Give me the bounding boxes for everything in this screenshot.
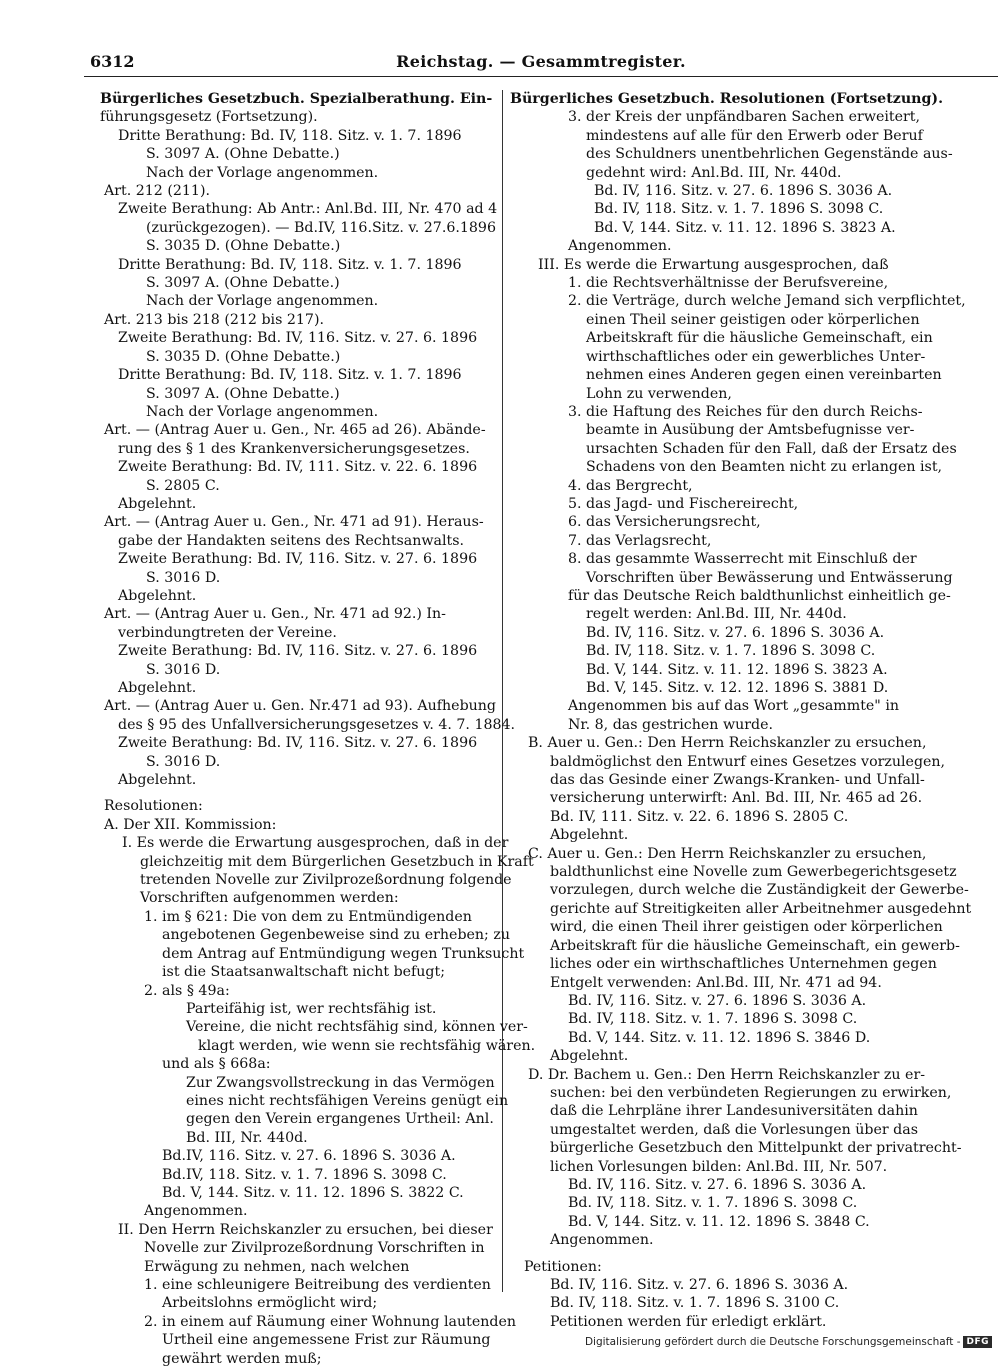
- text-line: Art. 212 (211).: [104, 183, 210, 200]
- text-line: Angenommen.: [144, 1203, 248, 1220]
- text-line: B. Auer u. Gen.: Den Herrn Reichskanzler zu ersuchen,: [528, 735, 927, 752]
- text-line: Vorschriften über Bewässerung und Entwässerung: [586, 569, 953, 586]
- text-line: I. Es werde die Erwartung ausgesprochen, daß in der: [122, 835, 509, 852]
- text-line: baldthunlichst eine Novelle zum Gewerbegerichtsgesetz: [550, 864, 957, 881]
- text-line: des Schuldners unentbehrlichen Gegenstände aus-: [586, 146, 953, 163]
- text-line: Art. — (Antrag Auer u. Gen., Nr. 465 ad 26). Abände-: [104, 422, 486, 439]
- text-line: gerichte auf Streitigkeiten aller Arbeitnehmer ausgedehnt: [550, 900, 972, 917]
- footer-text: Digitalisierung gefördert durch die Deutsche Forschungsgemeinschaft -: [584, 1336, 961, 1348]
- text-line: rung des § 1 des Krankenversicherungsgesetzes.: [118, 440, 470, 457]
- text-line: Angenommen bis auf das Wort „gesammte" in: [568, 698, 900, 715]
- text-line: Vorschriften aufgenommen werden:: [140, 890, 399, 907]
- text-line: gegen den Verein ergangenes Urtheil: Anl.: [186, 1111, 494, 1128]
- text-line: mindestens auf alle für den Erwerb oder Beruf: [586, 127, 923, 144]
- text-line: 1. eine schleunigere Beitreibung des verdienten: [144, 1277, 491, 1293]
- text-line: Angenommen.: [550, 1232, 654, 1249]
- text-line: S. 2805 C.: [146, 477, 220, 494]
- text-line: Nr. 8, das gestrichen wurde.: [568, 716, 773, 733]
- text-line: 3. die Haftung des Reiches für den durch Reichs-: [568, 403, 923, 420]
- text-line: Abgelehnt.: [550, 1048, 629, 1065]
- text-line: Bd. IV, 118. Sitz. v. 1. 7. 1896 S. 3100 C.: [550, 1295, 840, 1312]
- text-line: Bd. IV, 116. Sitz. v. 27. 6. 1896 S. 3036 A.: [568, 992, 867, 1009]
- text-line: Nach der Vorlage angenommen.: [146, 293, 379, 310]
- text-line: Vereine, die nicht rechtsfähig sind, können ver-: [186, 1019, 528, 1036]
- text-line: Bd.IV, 118. Sitz. v. 1. 7. 1896 S. 3098 C.: [162, 1166, 447, 1183]
- text-line: Zweite Berathung: Bd. IV, 111. Sitz. v. 22. 6. 1896: [118, 459, 478, 476]
- text-line: 7. das Verlagsrecht,: [568, 532, 712, 549]
- text-line: Dritte Berathung: Bd. IV, 118. Sitz. v. 1. 7. 1896: [118, 256, 462, 273]
- text-line: ist die Staatsanwaltschaft nicht befugt;: [162, 964, 445, 981]
- text-line: Art. 213 bis 218 (212 bis 217).: [104, 311, 324, 328]
- text-line: Zweite Berathung: Ab Antr.: Anl.Bd. III, Nr. 470 ad 4: [118, 201, 498, 218]
- page-number: 6312: [90, 52, 135, 71]
- text-line: beamte in Ausübung der Amtsbefugnisse ver-: [586, 422, 915, 439]
- text-line: eines nicht rechtsfähigen Vereins genügt ein: [186, 1092, 509, 1109]
- text-line: Bd. IV, 118. Sitz. v. 1. 7. 1896 S. 3098 C.: [594, 201, 884, 218]
- text-line: regelt werden: Anl.Bd. III, Nr. 440d.: [586, 606, 847, 623]
- text-line: Zweite Berathung: Bd. IV, 116. Sitz. v. 27. 6. 1896: [118, 330, 478, 347]
- text-line: 1. die Rechtsverhältnisse der Berufsvereine,: [568, 275, 889, 292]
- footer-credit: [585, 1334, 992, 1350]
- text-line: Abgelehnt.: [118, 680, 197, 696]
- text-line: daß die Lehrpläne ihrer Landesuniversitäten dahin: [550, 1103, 918, 1120]
- text-line: Bd. IV, 118. Sitz. v. 1. 7. 1896 S. 3098 C.: [586, 643, 876, 660]
- text-line: gabe der Handakten seitens des Rechtsanwalts.: [118, 532, 465, 549]
- text-line: Bd. IV, 116. Sitz. v. 27. 6. 1896 S. 3036 A.: [550, 1277, 849, 1293]
- text-line: Zweite Berathung: Bd. IV, 116. Sitz. v. 27. 6. 1896: [118, 551, 478, 568]
- text-line: Zweite Berathung: Bd. IV, 116. Sitz. v. 27. 6. 1896: [118, 735, 478, 752]
- text-line: baldmöglichst den Entwurf eines Gesetzes vorzulegen,: [550, 753, 946, 770]
- text-line: S. 3016 D.: [146, 753, 221, 770]
- page-header: [84, 50, 998, 74]
- text-line: einen Theil seiner geistigen oder körperlichen: [586, 311, 920, 328]
- text-line: Novelle zur Zivilprozeßordnung Vorschriften in: [144, 1240, 485, 1257]
- text-line: S. 3016 D.: [146, 661, 221, 678]
- text-line: tretenden Novelle zur Zivilprozeßordnung folgende: [140, 872, 512, 889]
- text-line: umgestaltet werden, daß die Vorlesungen über das: [550, 1121, 918, 1138]
- text-line: Bd. V, 144. Sitz. v. 11. 12. 1896 S. 3846 D.: [568, 1029, 871, 1046]
- text-line: Art. — (Antrag Auer u. Gen. Nr.471 ad 93). Aufhebung: [104, 698, 497, 715]
- text-line: 5. das Jagd- und Fischereirecht,: [568, 495, 799, 512]
- text-line: 2. in einem auf Räumung einer Wohnung lautenden: [144, 1313, 516, 1330]
- text-line: 6. das Versicherungsrecht,: [568, 514, 761, 531]
- text-line: Abgelehnt.: [118, 495, 197, 512]
- text-line: Bd. V, 144. Sitz. v. 11. 12. 1896 S. 3823 A.: [586, 661, 888, 678]
- text-line: Bd. V, 144. Sitz. v. 11. 12. 1896 S. 3822 C.: [162, 1184, 464, 1201]
- text-line: Abgelehnt.: [118, 772, 197, 789]
- text-line: das das Gesinde einer Zwangs-Kranken- und Unfall-: [550, 772, 925, 789]
- text-line: gedehnt wird: Anl.Bd. III, Nr. 440d.: [586, 164, 842, 181]
- text-line: und als § 668a:: [162, 1056, 271, 1073]
- text-line: bürgerliche Gesetzbuch den Mittelpunkt der privatrecht-: [550, 1140, 962, 1157]
- text-line: für das Deutsche Reich baldthunlichst einheitlich ge-: [568, 587, 951, 604]
- running-title: Reichstag. — Gesammtregister.: [396, 52, 686, 71]
- text-line: wirthschaftliches oder ein gewerbliches Unter-: [586, 348, 926, 365]
- text-line: 2. als § 49a:: [144, 982, 230, 999]
- right-column: [510, 90, 972, 1331]
- text-line: Bd. V, 144. Sitz. v. 11. 12. 1896 S. 3848 C.: [568, 1213, 870, 1230]
- paragraph-gap: [510, 1250, 915, 1258]
- text-line: 1. im § 621: Die von dem zu Entmündigenden: [144, 908, 472, 925]
- text-line: Bd. IV, 116. Sitz. v. 27. 6. 1896 S. 3036 A.: [586, 624, 885, 641]
- text-line: Lohn zu verwenden,: [586, 385, 732, 402]
- text-line: III. Es werde die Erwartung ausgesprochen, daß: [538, 256, 889, 273]
- header-rule: [84, 76, 998, 77]
- text-line: lichen Vorlesungen bilden: Anl.Bd. III, Nr. 507.: [550, 1158, 888, 1175]
- text-line: Bd. III, Nr. 440d.: [186, 1129, 308, 1146]
- text-line: des § 95 des Unfallversicherungsgesetzes v. 4. 7. 1884.: [118, 716, 516, 733]
- text-line: versicherung unterwirft: Anl. Bd. III, Nr. 465 ad 26.: [550, 790, 923, 807]
- text-line: D. Dr. Bachem u. Gen.: Den Herrn Reichskanzler zu er-: [528, 1066, 926, 1083]
- text-line: Bd. IV, 118. Sitz. v. 1. 7. 1896 S. 3098 C.: [568, 1195, 858, 1212]
- text-line: S. 3097 A. (Ohne Debatte.): [146, 146, 340, 163]
- text-line: Art. — (Antrag Auer u. Gen., Nr. 471 ad 91). Heraus-: [104, 514, 484, 531]
- text-line: klagt werden, wie wenn sie rechtsfähig wären.: [198, 1037, 536, 1054]
- text-line: Petitionen:: [524, 1258, 602, 1275]
- text-line: 3. der Kreis der unpfändbaren Sachen erweitert,: [568, 109, 920, 126]
- text-line: Abgelehnt.: [550, 827, 629, 844]
- text-line: liches oder ein wirthschaftliches Unternehmen gegen: [550, 956, 937, 973]
- text-line: Petitionen werden für erledigt erklärt.: [550, 1313, 827, 1330]
- text-line: dem Antrag auf Entmündigung wegen Trunksucht: [162, 945, 525, 962]
- text-line: 8. das gesammte Wasserrecht mit Einschluß der: [568, 551, 917, 568]
- text-line: Nach der Vorlage angenommen.: [146, 164, 379, 181]
- text-line: Urtheil eine angemessene Frist zur Räumung: [162, 1332, 491, 1349]
- text-line: ursachten Schaden für den Fall, daß der Ersatz des: [586, 440, 957, 457]
- text-line: Zur Zwangsvollstreckung in das Vermögen: [186, 1074, 495, 1091]
- text-line: nehmen eines Anderen gegen einen vereinbarten: [586, 367, 942, 384]
- text-line: Bd. V, 145. Sitz. v. 12. 12. 1896 S. 3881 D.: [586, 680, 889, 696]
- text-line: Nach der Vorlage angenommen.: [146, 403, 379, 420]
- text-line: S. 3097 A. (Ohne Debatte.): [146, 275, 340, 292]
- text-line: Entgelt verwenden: Anl.Bd. III, Nr. 471 ad 94.: [550, 974, 882, 991]
- text-line: C. Auer u. Gen.: Den Herrn Reichskanzler zu ersuchen,: [528, 845, 927, 862]
- text-line: Dritte Berathung: Bd. IV, 118. Sitz. v. 1. 7. 1896: [118, 367, 462, 384]
- text-line: angebotenen Gegenbeweise sind zu erheben; zu: [162, 927, 510, 944]
- paragraph-gap: [100, 789, 488, 797]
- text-line: vorzulegen, durch welche die Zuständigkeit der Gewerbe-: [550, 882, 969, 899]
- text-line: Art. — (Antrag Auer u. Gen., Nr. 471 ad 92.) In-: [104, 606, 446, 623]
- text-line: Angenommen.: [568, 238, 672, 255]
- text-line: Abgelehnt.: [118, 587, 197, 604]
- text-line: Arbeitskraft für die häusliche Gemeinschaft, ein: [586, 330, 933, 347]
- text-line: S. 3035 D. (Ohne Debatte.): [146, 348, 341, 365]
- text-line: (zurückgezogen). — Bd.IV, 116.Sitz. v. 27.6.1896: [146, 219, 496, 236]
- text-line: S. 3016 D.: [146, 569, 221, 586]
- text-line: Bd. IV, 111. Sitz. v. 22. 6. 1896 S. 2805 C.: [550, 808, 849, 825]
- text-line: Arbeitskraft für die häusliche Gemeinschaft, ein gewerb-: [550, 937, 960, 954]
- text-line: Bd. IV, 118. Sitz. v. 1. 7. 1896 S. 3098 C.: [568, 1011, 858, 1028]
- text-line: 4. das Bergrecht,: [568, 477, 693, 494]
- left-column: [100, 90, 536, 1368]
- text-line: S. 3035 D. (Ohne Debatte.): [146, 238, 341, 255]
- text-line: A. Der XII. Kommission:: [104, 816, 277, 833]
- text-line: Bd. V, 144. Sitz. v. 11. 12. 1896 S. 3823 A.: [594, 219, 896, 236]
- text-line: Zweite Berathung: Bd. IV, 116. Sitz. v. 27. 6. 1896: [118, 643, 478, 660]
- text-line: Parteifähig ist, wer rechtsfähig ist.: [186, 1000, 437, 1017]
- text-line: führungsgesetz (Fortsetzung).: [100, 109, 318, 126]
- text-line: Dritte Berathung: Bd. IV, 118. Sitz. v. 1. 7. 1896: [118, 127, 462, 144]
- text-line: S. 3097 A. (Ohne Debatte.): [146, 385, 340, 402]
- text-line: gleichzeitig mit dem Bürgerlichen Gesetzbuch in Kraft: [140, 853, 534, 870]
- text-line: gewährt werden muß;: [162, 1350, 322, 1367]
- text-line: Bürgerliches Gesetzbuch. Resolutionen (Fortsetzung).: [510, 91, 944, 107]
- text-line: suchen: bei den verbündeten Regierungen zu erwirken,: [550, 1084, 952, 1101]
- text-line: Bürgerliches Gesetzbuch. Spezialberathung. Ein-: [100, 91, 493, 107]
- text-line: verbindungtreten der Vereine.: [118, 624, 337, 641]
- text-line: II. Den Herrn Reichskanzler zu ersuchen, bei dieser: [118, 1221, 493, 1238]
- text-line: Erwägung zu nehmen, nach welchen: [144, 1258, 410, 1275]
- text-line: 2. die Verträge, durch welche Jemand sich verpflichtet,: [568, 293, 966, 310]
- text-line: Arbeitslohns ermöglicht wird;: [162, 1295, 378, 1312]
- text-line: Bd. IV, 116. Sitz. v. 27. 6. 1896 S. 3036 A.: [594, 183, 893, 200]
- text-line: Bd. IV, 116. Sitz. v. 27. 6. 1896 S. 3036 A.: [568, 1176, 867, 1193]
- text-line: Resolutionen:: [104, 798, 203, 815]
- text-line: wird, die einen Theil ihrer geistigen oder körperlichen: [550, 919, 943, 936]
- dfg-logo: DFG: [963, 1336, 992, 1348]
- text-line: Bd.IV, 116. Sitz. v. 27. 6. 1896 S. 3036 A.: [162, 1148, 456, 1165]
- column-divider: [502, 90, 503, 1292]
- text-line: Schadens von den Beamten nicht zu erlangen ist,: [586, 459, 943, 476]
